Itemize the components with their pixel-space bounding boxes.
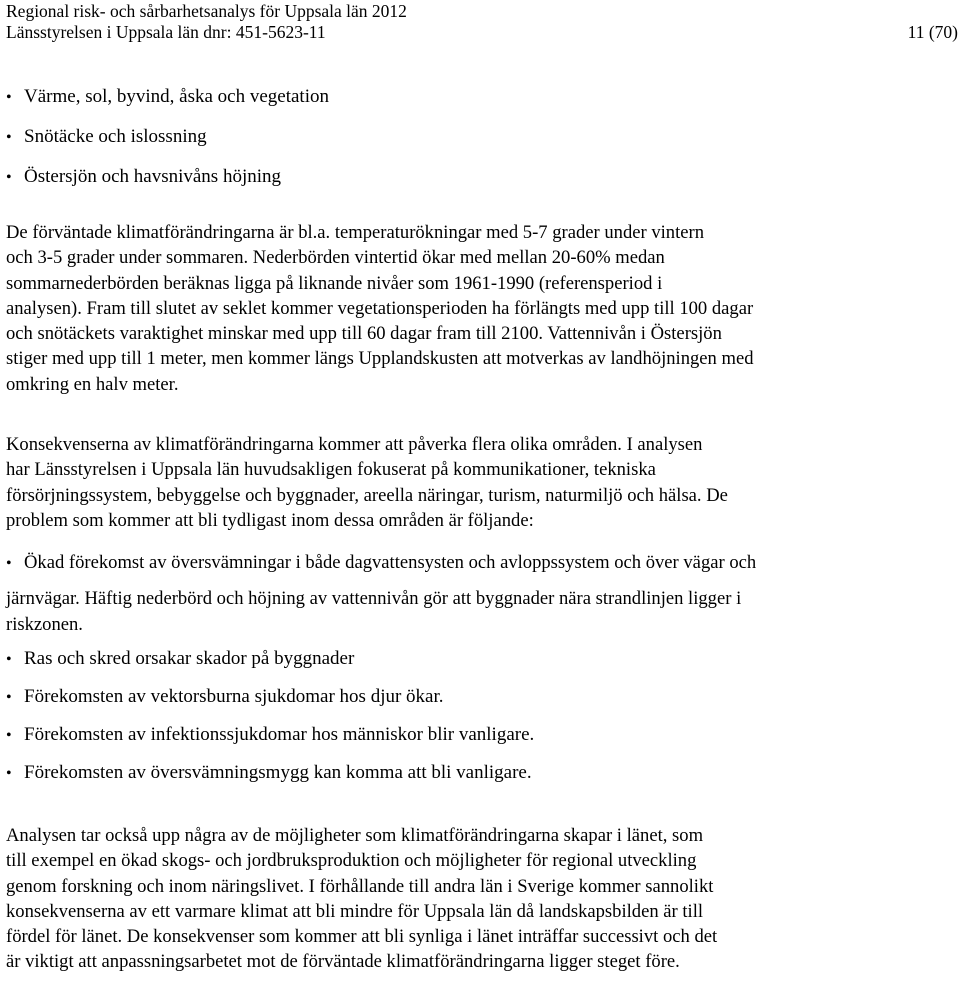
bullet-flood xyxy=(6,550,956,637)
paragraph-line: genom forskning och inom näringslivet. I förhållande till andra län i Sverige kommer sannolikt xyxy=(6,875,714,897)
bullet-icon: • xyxy=(6,727,12,744)
list-item-text: Ökad förekomst av översvämningar i både dagvattensysten och avloppssystem och över vägar och xyxy=(24,552,757,573)
bullet-list-bottom xyxy=(6,648,534,800)
list-item-text: Värme, sol, byvind, åska och vegetation xyxy=(24,86,329,107)
paragraph-line: konsekvenserna av ett varmare klimat att bli mindre för Uppsala län då landskapsbilden är till xyxy=(6,900,704,922)
bullet-list-top xyxy=(6,86,329,206)
list-item xyxy=(6,724,534,762)
header-title: Regional risk- och sårbarhetsanalys för Uppsala län 2012 xyxy=(6,1,407,21)
list-item-text: Förekomsten av infektionssjukdomar hos människor blir vanligare. xyxy=(24,724,535,745)
list-item xyxy=(6,686,534,724)
paragraph-opportunities xyxy=(6,823,956,975)
paragraph-line: och snötäckets varaktighet minskar med upp till 60 dagar fram till 2100. Vattennivån i Östersjön xyxy=(6,323,722,345)
bullet-icon: • xyxy=(6,555,12,572)
list-item-text: Östersjön och havsnivåns höjning xyxy=(24,166,282,187)
bullet-icon: • xyxy=(6,169,12,186)
paragraph-line: järnvägar. Häftig nederbörd och höjning av vattennivån gör att byggnader nära strandlinjen ligger i xyxy=(6,588,742,610)
list-item-text: Snötäcke och islossning xyxy=(24,126,207,147)
paragraph-line: problem som kommer att bli tydligast inom dessa områden är följande: xyxy=(6,509,534,531)
bullet-icon: • xyxy=(6,689,12,706)
list-item xyxy=(6,166,329,206)
paragraph-line: riskzonen. xyxy=(6,613,83,635)
list-item xyxy=(6,762,534,800)
paragraph-line: omkring en halv meter. xyxy=(6,373,179,395)
bullet-icon: • xyxy=(6,765,12,782)
paragraph-line: försörjningssystem, bebyggelse och byggnader, areella näringar, turism, naturmiljö och hälsa. De xyxy=(6,484,728,506)
list-item xyxy=(6,550,956,576)
paragraph-consequences xyxy=(6,432,956,533)
list-item xyxy=(6,86,329,126)
paragraph-climate-changes xyxy=(6,220,956,397)
page-number: 11 (70) xyxy=(907,22,958,42)
header-subtitle-row xyxy=(6,21,958,43)
bullet-icon: • xyxy=(6,129,12,146)
list-item xyxy=(6,126,329,166)
paragraph-line: analysen). Fram till slutet av seklet kommer vegetationsperioden ha förlängts med upp till 100 dagar xyxy=(6,297,754,319)
paragraph-line: Konsekvenserna av klimatförändringarna kommer att påverka flera olika områden. I analysen xyxy=(6,434,703,455)
bullet-icon: • xyxy=(6,651,12,668)
list-item xyxy=(6,648,534,686)
list-item-text: Förekomsten av översvämningsmygg kan komma att bli vanligare. xyxy=(24,762,532,783)
paragraph-line: har Länsstyrelsen i Uppsala län huvudsakligen fokuserat på kommunikationer, tekniska xyxy=(6,459,656,481)
paragraph-line: till exempel en ökad skogs- och jordbruksproduktion och möjligheter för regional utveckling xyxy=(6,850,697,872)
paragraph-line: sommarnederbörden beräknas ligga på liknande nivåer som 1961-1990 (referensperiod i xyxy=(6,272,663,294)
paragraph-line: Analysen tar också upp några av de möjligheter som klimatförändringarna skapar i länet, som xyxy=(6,825,704,846)
paragraph-line: De förväntade klimatförändringarna är bl.a. temperaturökningar med 5-7 grader under vintern xyxy=(6,222,705,243)
header-subtitle: Länsstyrelsen i Uppsala län dnr: 451-5623-11 xyxy=(6,22,326,42)
list-item-text: Förekomsten av vektorsburna sjukdomar hos djur ökar. xyxy=(24,686,444,707)
paragraph-line: stiger med upp till 1 meter, men kommer längs Upplandskusten att motverkas av landhöjningen med xyxy=(6,348,754,370)
paragraph-line: fördel för länet. De konsekvenser som kommer att bli synliga i länet inträffar successivt och det xyxy=(6,926,718,948)
bullet-icon: • xyxy=(6,89,12,106)
paragraph-line: och 3-5 grader under sommaren. Nederbörden vintertid ökar med mellan 20-60% medan xyxy=(6,247,665,269)
list-item-text: Ras och skred orsakar skador på byggnader xyxy=(24,648,355,669)
paragraph-line: är viktigt att anpassningsarbetet mot de förväntade klimatförändringarna ligger steget före. xyxy=(6,951,680,973)
